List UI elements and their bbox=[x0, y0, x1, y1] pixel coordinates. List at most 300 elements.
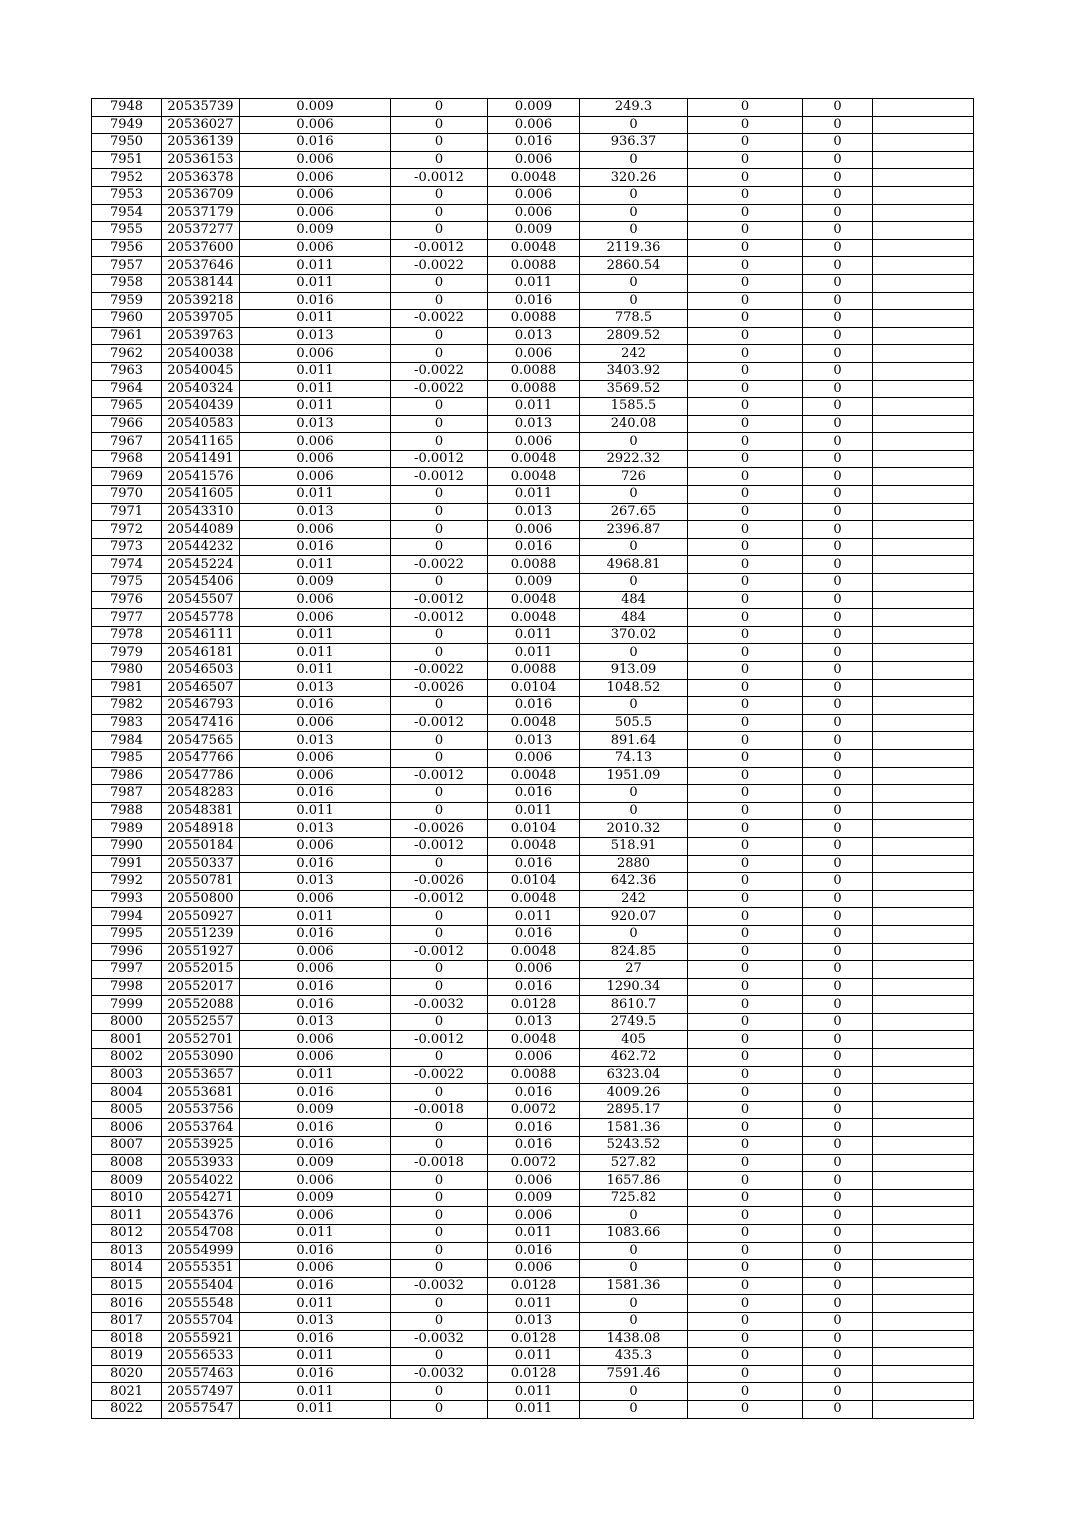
table-cell: 20554376 bbox=[162, 1207, 240, 1225]
table-cell: 0.011 bbox=[240, 1225, 391, 1243]
table-row bbox=[92, 204, 974, 222]
table-cell: 0 bbox=[688, 521, 803, 539]
table-cell: 0 bbox=[391, 521, 488, 539]
table-cell: -0.0032 bbox=[391, 1330, 488, 1348]
table-row bbox=[92, 1189, 974, 1207]
table-cell: 0 bbox=[688, 1400, 803, 1418]
table-cell: 484 bbox=[580, 609, 688, 627]
table-cell: 0 bbox=[688, 169, 803, 187]
table-cell: 0.016 bbox=[240, 1119, 391, 1137]
table-cell: 0 bbox=[391, 1172, 488, 1190]
table-cell: 0.011 bbox=[488, 1400, 580, 1418]
table-cell: 0.0128 bbox=[488, 996, 580, 1014]
table-cell bbox=[873, 1084, 974, 1102]
table-cell bbox=[873, 732, 974, 750]
table-cell: 2809.52 bbox=[580, 327, 688, 345]
table-cell: 0 bbox=[688, 398, 803, 416]
table-cell: 0.013 bbox=[240, 679, 391, 697]
table-cell: -0.0022 bbox=[391, 310, 488, 328]
table-cell: 8002 bbox=[92, 1049, 162, 1067]
table-cell: 20548381 bbox=[162, 802, 240, 820]
table-cell: 8013 bbox=[92, 1242, 162, 1260]
table-cell: 527.82 bbox=[580, 1154, 688, 1172]
table-cell: 0 bbox=[688, 1137, 803, 1155]
table-cell: 8021 bbox=[92, 1383, 162, 1401]
table-cell bbox=[873, 1066, 974, 1084]
table-cell: 20553657 bbox=[162, 1066, 240, 1084]
table-cell bbox=[873, 1049, 974, 1067]
table-row bbox=[92, 609, 974, 627]
table-row bbox=[92, 1172, 974, 1190]
table-cell bbox=[873, 1312, 974, 1330]
table-row bbox=[92, 890, 974, 908]
table-cell: 0.016 bbox=[488, 1137, 580, 1155]
table-cell: 0.006 bbox=[488, 1207, 580, 1225]
table-cell: 0 bbox=[803, 450, 873, 468]
table-cell: 0 bbox=[803, 1013, 873, 1031]
table-cell: 0 bbox=[688, 1066, 803, 1084]
table-cell: 20551927 bbox=[162, 943, 240, 961]
table-cell: 0 bbox=[580, 186, 688, 204]
table-cell: 0.006 bbox=[240, 450, 391, 468]
table-cell: 0.0048 bbox=[488, 239, 580, 257]
table-cell bbox=[873, 1172, 974, 1190]
table-cell: 0 bbox=[803, 943, 873, 961]
table-cell bbox=[873, 274, 974, 292]
table-cell: 0.006 bbox=[240, 591, 391, 609]
table-cell: 0 bbox=[803, 1066, 873, 1084]
table-cell: -0.0012 bbox=[391, 890, 488, 908]
table-row bbox=[92, 978, 974, 996]
table-cell: 0 bbox=[391, 785, 488, 803]
table-cell: 7987 bbox=[92, 785, 162, 803]
table-cell: 0.006 bbox=[240, 345, 391, 363]
table-row bbox=[92, 503, 974, 521]
table-cell: 7949 bbox=[92, 116, 162, 134]
table-cell: 8010 bbox=[92, 1189, 162, 1207]
table-cell: 0 bbox=[391, 204, 488, 222]
table-cell: -0.0012 bbox=[391, 591, 488, 609]
table-row bbox=[92, 732, 974, 750]
table-cell bbox=[873, 362, 974, 380]
table-cell: 0 bbox=[391, 503, 488, 521]
table-cell: 8009 bbox=[92, 1172, 162, 1190]
table-cell: 462.72 bbox=[580, 1049, 688, 1067]
table-row bbox=[92, 222, 974, 240]
table-row bbox=[92, 99, 974, 117]
table-cell: 0.0088 bbox=[488, 556, 580, 574]
table-cell: 7956 bbox=[92, 239, 162, 257]
table-cell bbox=[873, 292, 974, 310]
table-cell: 7991 bbox=[92, 855, 162, 873]
table-cell: 0.016 bbox=[488, 925, 580, 943]
table-cell: 20551239 bbox=[162, 925, 240, 943]
table-row bbox=[92, 362, 974, 380]
table-cell: 0 bbox=[391, 1137, 488, 1155]
table-cell: 20546793 bbox=[162, 697, 240, 715]
table-cell: 0.006 bbox=[240, 714, 391, 732]
table-cell: 0.006 bbox=[488, 204, 580, 222]
table-cell: 891.64 bbox=[580, 732, 688, 750]
table-cell: 20552088 bbox=[162, 996, 240, 1014]
table-cell: 20557547 bbox=[162, 1400, 240, 1418]
table-cell: 0.0048 bbox=[488, 767, 580, 785]
table-cell bbox=[873, 978, 974, 996]
table-cell: 0.0072 bbox=[488, 1154, 580, 1172]
table-cell: 20537179 bbox=[162, 204, 240, 222]
table-cell: 1438.08 bbox=[580, 1330, 688, 1348]
table-cell: 0 bbox=[688, 345, 803, 363]
table-cell: 7958 bbox=[92, 274, 162, 292]
table-row bbox=[92, 1383, 974, 1401]
table-cell: 0.011 bbox=[240, 486, 391, 504]
table-cell bbox=[873, 186, 974, 204]
table-cell: 20552701 bbox=[162, 1031, 240, 1049]
table-cell: 267.65 bbox=[580, 503, 688, 521]
table-cell: 0.006 bbox=[488, 345, 580, 363]
table-cell: 8016 bbox=[92, 1295, 162, 1313]
table-cell: 0 bbox=[391, 978, 488, 996]
table-cell: 0.016 bbox=[240, 855, 391, 873]
table-cell: 7970 bbox=[92, 486, 162, 504]
table-cell: 8006 bbox=[92, 1119, 162, 1137]
table-cell: 0 bbox=[391, 626, 488, 644]
table-cell bbox=[873, 1277, 974, 1295]
table-row bbox=[92, 943, 974, 961]
table-cell: 8018 bbox=[92, 1330, 162, 1348]
table-cell: 0 bbox=[688, 1330, 803, 1348]
table-cell: 0 bbox=[391, 134, 488, 152]
table-cell bbox=[873, 257, 974, 275]
table-cell: 0 bbox=[580, 486, 688, 504]
table-cell: 1290.34 bbox=[580, 978, 688, 996]
table-cell: 0.016 bbox=[240, 1137, 391, 1155]
table-cell: 0 bbox=[803, 908, 873, 926]
table-cell: -0.0026 bbox=[391, 679, 488, 697]
table-cell: 0.006 bbox=[240, 1207, 391, 1225]
table-cell: 0.006 bbox=[488, 186, 580, 204]
table-cell: 20540038 bbox=[162, 345, 240, 363]
table-cell: 2922.32 bbox=[580, 450, 688, 468]
table-cell: 0 bbox=[688, 1119, 803, 1137]
table-cell: 20548283 bbox=[162, 785, 240, 803]
table-cell: 0.006 bbox=[240, 521, 391, 539]
table-cell: 0.0048 bbox=[488, 1031, 580, 1049]
table-cell: 0 bbox=[688, 538, 803, 556]
table-cell: 0.011 bbox=[240, 1295, 391, 1313]
table-cell: 0 bbox=[803, 1084, 873, 1102]
table-cell: 0 bbox=[688, 310, 803, 328]
table-cell: 20541605 bbox=[162, 486, 240, 504]
table-cell bbox=[873, 1119, 974, 1137]
table-cell: 0 bbox=[688, 274, 803, 292]
table-cell bbox=[873, 345, 974, 363]
table-cell: 0.013 bbox=[488, 732, 580, 750]
table-row bbox=[92, 1225, 974, 1243]
table-cell: 0 bbox=[803, 609, 873, 627]
table-cell: 8020 bbox=[92, 1365, 162, 1383]
table-cell: -0.0026 bbox=[391, 873, 488, 891]
table-cell: 0 bbox=[688, 1260, 803, 1278]
table-cell: 8019 bbox=[92, 1348, 162, 1366]
table-cell: 0.011 bbox=[488, 644, 580, 662]
table-cell: 7948 bbox=[92, 99, 162, 117]
table-row bbox=[92, 134, 974, 152]
table-cell: 0 bbox=[580, 151, 688, 169]
table-cell: 0.0128 bbox=[488, 1330, 580, 1348]
table-cell: 0.011 bbox=[488, 1383, 580, 1401]
table-cell bbox=[873, 1260, 974, 1278]
table-cell: 0.016 bbox=[240, 978, 391, 996]
table-cell: 242 bbox=[580, 345, 688, 363]
table-cell: 0 bbox=[803, 116, 873, 134]
table-cell: 0.016 bbox=[240, 292, 391, 310]
table-cell: 27 bbox=[580, 961, 688, 979]
table-cell: 0 bbox=[803, 679, 873, 697]
table-cell bbox=[873, 749, 974, 767]
table-cell: 0 bbox=[580, 644, 688, 662]
table-cell bbox=[873, 644, 974, 662]
table-cell bbox=[873, 890, 974, 908]
table-cell: 0.006 bbox=[240, 943, 391, 961]
table-cell: 8005 bbox=[92, 1101, 162, 1119]
table-cell: 20538144 bbox=[162, 274, 240, 292]
table-cell: 7985 bbox=[92, 749, 162, 767]
table-cell: -0.0022 bbox=[391, 257, 488, 275]
table-row bbox=[92, 327, 974, 345]
table-row bbox=[92, 116, 974, 134]
table-cell: 0 bbox=[803, 785, 873, 803]
table-cell: 0 bbox=[580, 274, 688, 292]
table-cell: 0 bbox=[803, 1330, 873, 1348]
table-cell: 0 bbox=[688, 1172, 803, 1190]
table-cell: 0 bbox=[688, 697, 803, 715]
table-cell: 0.011 bbox=[488, 1348, 580, 1366]
table-cell: 0.011 bbox=[488, 626, 580, 644]
table-cell: 0 bbox=[688, 785, 803, 803]
table-cell: 0 bbox=[391, 292, 488, 310]
table-row bbox=[92, 556, 974, 574]
table-cell: 7965 bbox=[92, 398, 162, 416]
table-cell: 0 bbox=[391, 151, 488, 169]
table-cell bbox=[873, 873, 974, 891]
table-cell: 20553925 bbox=[162, 1137, 240, 1155]
table-cell bbox=[873, 1154, 974, 1172]
table-cell: 20540045 bbox=[162, 362, 240, 380]
table-cell: 7986 bbox=[92, 767, 162, 785]
table-cell: 0 bbox=[391, 1312, 488, 1330]
table-cell: 0 bbox=[803, 890, 873, 908]
table-cell: 0 bbox=[688, 679, 803, 697]
table-cell: 0 bbox=[803, 151, 873, 169]
table-cell: 0.011 bbox=[488, 1295, 580, 1313]
table-cell: 7998 bbox=[92, 978, 162, 996]
table-cell: 0.006 bbox=[240, 1031, 391, 1049]
table-cell: 0.013 bbox=[240, 820, 391, 838]
table-cell: 2880 bbox=[580, 855, 688, 873]
table-cell: 0.016 bbox=[488, 978, 580, 996]
table-cell: 0 bbox=[688, 292, 803, 310]
table-cell: -0.0026 bbox=[391, 820, 488, 838]
table-cell: 0.016 bbox=[240, 538, 391, 556]
table-cell: 0.016 bbox=[488, 292, 580, 310]
table-cell: 0.0104 bbox=[488, 820, 580, 838]
table-row bbox=[92, 1066, 974, 1084]
table-cell: 0 bbox=[391, 327, 488, 345]
table-cell: -0.0022 bbox=[391, 362, 488, 380]
table-cell: 7974 bbox=[92, 556, 162, 574]
table-cell: 0 bbox=[391, 538, 488, 556]
table-cell: 0 bbox=[580, 574, 688, 592]
table-row bbox=[92, 1348, 974, 1366]
table-cell: 7966 bbox=[92, 415, 162, 433]
table-cell: 0.016 bbox=[240, 1242, 391, 1260]
table-cell: 0.0048 bbox=[488, 609, 580, 627]
table-cell bbox=[873, 679, 974, 697]
table-cell: -0.0012 bbox=[391, 767, 488, 785]
table-cell: 242 bbox=[580, 890, 688, 908]
table-cell: 0.0048 bbox=[488, 169, 580, 187]
table-cell: 0.011 bbox=[240, 310, 391, 328]
table-cell: 0 bbox=[688, 116, 803, 134]
table-cell: 0.013 bbox=[488, 327, 580, 345]
table-cell: 7989 bbox=[92, 820, 162, 838]
table-cell: 20552017 bbox=[162, 978, 240, 996]
table-cell bbox=[873, 1031, 974, 1049]
table-cell: 0.006 bbox=[488, 1260, 580, 1278]
table-row bbox=[92, 855, 974, 873]
table-row bbox=[92, 785, 974, 803]
table-cell bbox=[873, 521, 974, 539]
table-cell: 7977 bbox=[92, 609, 162, 627]
table-cell: 0 bbox=[688, 450, 803, 468]
table-cell: 0 bbox=[688, 1207, 803, 1225]
table-cell bbox=[873, 1383, 974, 1401]
table-cell: 405 bbox=[580, 1031, 688, 1049]
table-cell: 0 bbox=[803, 1119, 873, 1137]
table-cell: 0 bbox=[803, 1172, 873, 1190]
table-cell bbox=[873, 99, 974, 117]
table-cell: 0 bbox=[391, 486, 488, 504]
table-cell: 0 bbox=[688, 327, 803, 345]
table-cell: 0 bbox=[688, 802, 803, 820]
table-cell: 20553933 bbox=[162, 1154, 240, 1172]
table-cell bbox=[873, 1013, 974, 1031]
table-cell: 0.011 bbox=[240, 380, 391, 398]
table-cell: 240.08 bbox=[580, 415, 688, 433]
table-cell: 0 bbox=[803, 362, 873, 380]
table-cell: 0 bbox=[580, 1400, 688, 1418]
table-cell: 2860.54 bbox=[580, 257, 688, 275]
table-cell: 7972 bbox=[92, 521, 162, 539]
table-cell: 0 bbox=[688, 820, 803, 838]
table-row bbox=[92, 1312, 974, 1330]
table-cell: 0 bbox=[391, 574, 488, 592]
table-cell: 0.011 bbox=[240, 556, 391, 574]
table-cell: 0.016 bbox=[488, 855, 580, 873]
table-row bbox=[92, 908, 974, 926]
table-cell: 0 bbox=[803, 521, 873, 539]
table-row bbox=[92, 398, 974, 416]
spreadsheet bbox=[91, 98, 973, 1419]
table-cell: 0 bbox=[803, 644, 873, 662]
table-cell: 20550184 bbox=[162, 837, 240, 855]
table-cell bbox=[873, 327, 974, 345]
table-row bbox=[92, 996, 974, 1014]
table-cell: 0.013 bbox=[240, 415, 391, 433]
table-cell: 0.016 bbox=[488, 1242, 580, 1260]
table-cell: 0.009 bbox=[488, 99, 580, 117]
table-cell bbox=[873, 925, 974, 943]
table-cell: 0.006 bbox=[240, 468, 391, 486]
table-cell: 20554708 bbox=[162, 1225, 240, 1243]
table-cell bbox=[873, 538, 974, 556]
table-cell: 1657.86 bbox=[580, 1172, 688, 1190]
table-cell: 518.91 bbox=[580, 837, 688, 855]
table-cell bbox=[873, 503, 974, 521]
table-cell: 0 bbox=[688, 943, 803, 961]
table-cell: 0.0088 bbox=[488, 310, 580, 328]
table-cell: 0 bbox=[803, 925, 873, 943]
table-cell: 0.011 bbox=[240, 274, 391, 292]
table-cell: 0 bbox=[803, 274, 873, 292]
table-cell: 0.009 bbox=[240, 574, 391, 592]
table-cell: 0 bbox=[688, 1242, 803, 1260]
table-row bbox=[92, 820, 974, 838]
table-cell: 370.02 bbox=[580, 626, 688, 644]
table-cell: 0.006 bbox=[240, 767, 391, 785]
table-cell: 20539763 bbox=[162, 327, 240, 345]
table-cell: 20557463 bbox=[162, 1365, 240, 1383]
table-cell bbox=[873, 310, 974, 328]
table-cell: 20535739 bbox=[162, 99, 240, 117]
table-cell: 0 bbox=[580, 292, 688, 310]
table-cell: 0 bbox=[580, 785, 688, 803]
table-cell: 0.016 bbox=[240, 1365, 391, 1383]
table-cell: 0 bbox=[688, 925, 803, 943]
table-cell: 0 bbox=[688, 99, 803, 117]
table-cell: 0 bbox=[391, 1260, 488, 1278]
table-cell: 20546507 bbox=[162, 679, 240, 697]
table-row bbox=[92, 310, 974, 328]
table-row bbox=[92, 169, 974, 187]
table-cell: 1581.36 bbox=[580, 1119, 688, 1137]
table-cell: 0.011 bbox=[240, 662, 391, 680]
table-row bbox=[92, 1154, 974, 1172]
table-cell: 0 bbox=[688, 1365, 803, 1383]
table-cell bbox=[873, 486, 974, 504]
table-cell: -0.0022 bbox=[391, 556, 488, 574]
table-cell: 20553090 bbox=[162, 1049, 240, 1067]
table-cell: 0 bbox=[803, 1049, 873, 1067]
table-cell: 0 bbox=[803, 468, 873, 486]
table-cell: 20550927 bbox=[162, 908, 240, 926]
table-cell: 20536378 bbox=[162, 169, 240, 187]
table-cell: 0 bbox=[580, 116, 688, 134]
table-cell: 7953 bbox=[92, 186, 162, 204]
table-cell bbox=[873, 556, 974, 574]
table-cell: 0 bbox=[688, 257, 803, 275]
table-cell: 0.006 bbox=[488, 151, 580, 169]
table-cell: 0.011 bbox=[488, 802, 580, 820]
table-cell bbox=[873, 1365, 974, 1383]
table-cell: 8001 bbox=[92, 1031, 162, 1049]
table-cell: 7951 bbox=[92, 151, 162, 169]
table-cell: 0 bbox=[803, 1225, 873, 1243]
table-cell: 8014 bbox=[92, 1260, 162, 1278]
table-cell: 0 bbox=[688, 362, 803, 380]
table-cell: 0 bbox=[803, 1137, 873, 1155]
